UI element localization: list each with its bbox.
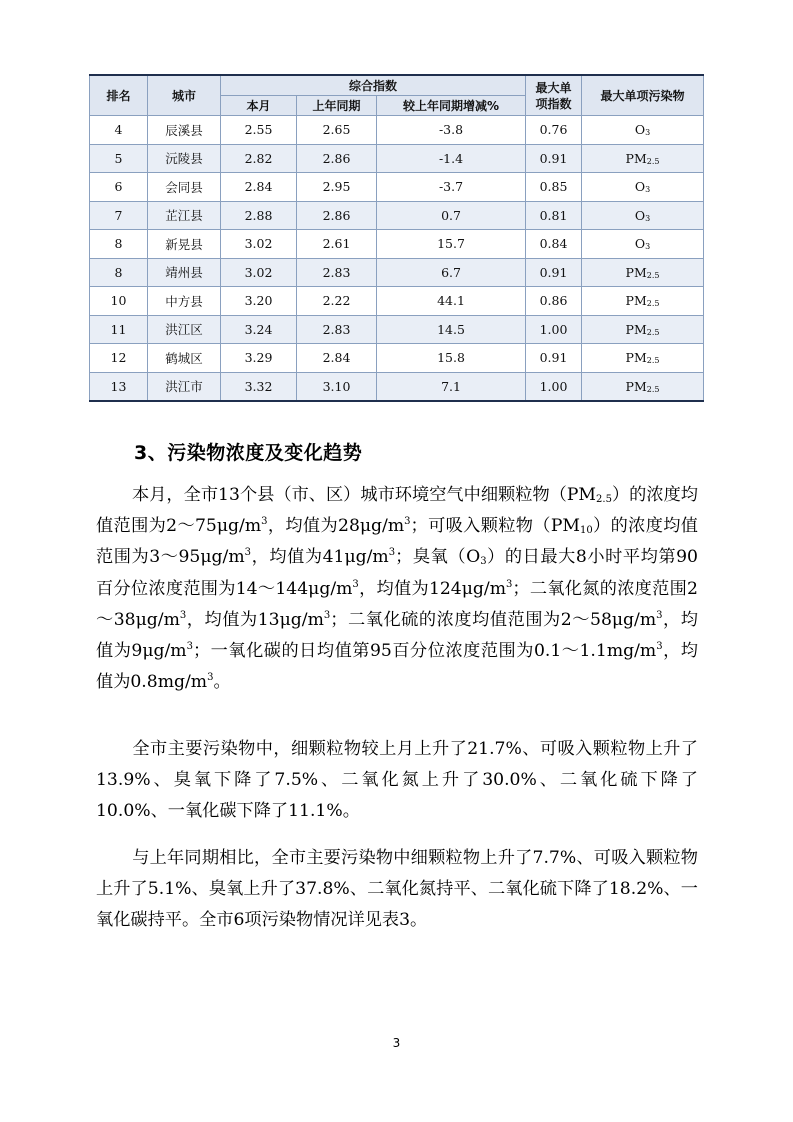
- cell-max-single-index: 1.00: [526, 372, 582, 401]
- table-row: [90, 258, 704, 287]
- cell-city: 洪江市: [148, 372, 221, 401]
- paragraph-year-change: [96, 843, 698, 937]
- cell-max-pollutant: [582, 258, 704, 287]
- cell-rank: 10: [90, 287, 148, 316]
- cell-city: 辰溪县: [148, 116, 221, 145]
- cell-change-pct: -3.7: [377, 173, 526, 202]
- header-city: 城市: [148, 75, 221, 116]
- cell-rank: 6: [90, 173, 148, 202]
- cell-max-single-index: 0.91: [526, 344, 582, 373]
- subscript-text: 10: [580, 525, 593, 537]
- cell-change-pct: 6.7: [377, 258, 526, 287]
- cell-max-pollutant: [582, 201, 704, 230]
- table-row: [90, 116, 704, 145]
- superscript-text: 3: [506, 578, 513, 590]
- pollutant-symbol: PM: [625, 293, 647, 309]
- cell-change-pct: 44.1: [377, 287, 526, 316]
- cell-city: 靖州县: [148, 258, 221, 287]
- cell-current-month: 2.84: [221, 173, 297, 202]
- paragraph-concentration-text: [96, 485, 698, 692]
- cell-max-single-index: 0.84: [526, 230, 582, 259]
- cell-current-month: 3.29: [221, 344, 297, 373]
- cell-max-single-index: 0.81: [526, 201, 582, 230]
- superscript-text: 3: [207, 672, 214, 684]
- cell-change-pct: 14.5: [377, 315, 526, 344]
- header-change-pct: 较上年同期增减%: [377, 96, 526, 116]
- cell-city: 鹤城区: [148, 344, 221, 373]
- cell-same-period-last-year: 2.84: [297, 344, 377, 373]
- text-segment: ；一氧化碳的日均值第95百分位浓度范围为0.1～1.1mg/m: [192, 641, 657, 662]
- cell-current-month: 3.20: [221, 287, 297, 316]
- text-segment: ；二氧化氮的浓度范围2～38μg/m: [96, 578, 698, 630]
- cell-current-month: 3.24: [221, 315, 297, 344]
- cell-same-period-last-year: 2.61: [297, 230, 377, 259]
- header-current-month: 本月: [221, 96, 297, 116]
- header-same-period-last-year: 上年同期: [297, 96, 377, 116]
- cell-change-pct: 7.1: [377, 372, 526, 401]
- paragraph-month-change: [96, 734, 698, 828]
- pollutant-symbol: PM: [625, 264, 647, 280]
- cell-max-single-index: 0.76: [526, 116, 582, 145]
- table-row: [90, 315, 704, 344]
- section-title: 3、污染物浓度及变化趋势: [134, 442, 363, 464]
- text-segment: 。: [213, 672, 231, 693]
- cell-current-month: 3.02: [221, 230, 297, 259]
- cell-same-period-last-year: 2.83: [297, 315, 377, 344]
- cell-rank: 8: [90, 230, 148, 259]
- cell-current-month: 2.88: [221, 201, 297, 230]
- text-segment: ；臭氧（O: [395, 547, 481, 568]
- ranking-table-body: [90, 116, 704, 402]
- table-row: [90, 287, 704, 316]
- pollutant-symbol: PM: [625, 350, 647, 366]
- text-segment: ）的日最大8小时平均第90百分位浓度范围为14～144μg/m: [96, 547, 698, 599]
- cell-rank: 13: [90, 372, 148, 401]
- pollutant-subscript: 3: [645, 242, 651, 252]
- table-row: [90, 173, 704, 202]
- pollutant-subscript: 3: [645, 213, 651, 223]
- pollutant-symbol: O: [634, 236, 646, 252]
- pollutant-symbol: O: [634, 207, 646, 223]
- header-rank: 排名: [90, 75, 148, 116]
- cell-change-pct: -1.4: [377, 144, 526, 173]
- superscript-text: 3: [404, 516, 411, 528]
- cell-city: 沅陵县: [148, 144, 221, 173]
- cell-rank: 5: [90, 144, 148, 173]
- cell-current-month: 3.02: [221, 258, 297, 287]
- superscript-text: 3: [656, 641, 663, 653]
- cell-max-pollutant: [582, 116, 704, 145]
- pollutant-symbol: O: [634, 122, 646, 138]
- subscript-text: 3: [480, 556, 487, 568]
- cell-rank: 7: [90, 201, 148, 230]
- cell-change-pct: 15.7: [377, 230, 526, 259]
- text-segment: ，均值为13μg/m: [186, 609, 324, 630]
- cell-max-single-index: 0.91: [526, 258, 582, 287]
- cell-rank: 11: [90, 315, 148, 344]
- cell-rank: 4: [90, 116, 148, 145]
- text-segment: ，均值为41μg/m: [251, 547, 389, 568]
- cell-max-pollutant: [582, 144, 704, 173]
- cell-rank: 12: [90, 344, 148, 373]
- cell-city: 芷江县: [148, 201, 221, 230]
- table-row: [90, 144, 704, 173]
- superscript-text: 3: [261, 516, 268, 528]
- text-segment: ；二氧化硫的浓度均值范围为2～58μg/m: [330, 609, 657, 630]
- ranking-table: [89, 74, 704, 402]
- cell-max-single-index: 1.00: [526, 315, 582, 344]
- cell-city: 洪江区: [148, 315, 221, 344]
- pollutant-subscript: 3: [645, 185, 651, 195]
- pollutant-subscript: 2.5: [646, 327, 660, 337]
- cell-city: 中方县: [148, 287, 221, 316]
- pollutant-subscript: 2.5: [646, 156, 660, 166]
- cell-same-period-last-year: 2.22: [297, 287, 377, 316]
- header-max-single-index: [526, 75, 582, 116]
- pollutant-symbol: PM: [625, 321, 647, 337]
- cell-max-single-index: 0.85: [526, 173, 582, 202]
- superscript-text: 3: [656, 609, 663, 621]
- pollutant-subscript: 2.5: [646, 299, 660, 309]
- text-segment: ，均值为124μg/m: [358, 578, 507, 599]
- cell-city: 会同县: [148, 173, 221, 202]
- ranking-table-container: [89, 74, 703, 402]
- superscript-text: 3: [179, 609, 187, 621]
- table-row: [90, 201, 704, 230]
- pollutant-subscript: 2.5: [646, 356, 660, 366]
- paragraph-month-change-text: 全市主要污染物中，细颗粒物较上月上升了21.7%、可吸入颗粒物上升了13.9%、臭氧下降了7.5%、二氧化氮上升了30.0%、二氧化硫下降了10.0%、一氧化碳下降了11.1%。: [96, 739, 698, 822]
- cell-same-period-last-year: 3.10: [297, 372, 377, 401]
- cell-max-single-index: 0.91: [526, 144, 582, 173]
- cell-max-single-index: 0.86: [526, 287, 582, 316]
- superscript-text: 3: [388, 547, 396, 559]
- text-segment: ，均值为0.8mg/m: [96, 641, 698, 693]
- cell-max-pollutant: [582, 372, 704, 401]
- cell-max-pollutant: [582, 173, 704, 202]
- cell-same-period-last-year: 2.83: [297, 258, 377, 287]
- cell-same-period-last-year: 2.86: [297, 144, 377, 173]
- text-segment: ，均值为9μg/m: [96, 609, 698, 662]
- paragraph-year-change-text: 与上年同期相比，全市主要污染物中细颗粒物上升了7.7%、可吸入颗粒物上升了5.1%、臭氧上升了37.8%、二氧化氮持平、二氧化硫下降了18.2%、一氧化碳持平。全市6项污染物情况详见表3。: [96, 848, 698, 931]
- pollutant-subscript: 3: [645, 128, 651, 138]
- table-row: [90, 372, 704, 401]
- table-row: [90, 344, 704, 373]
- cell-same-period-last-year: 2.65: [297, 116, 377, 145]
- pollutant-subscript: 2.5: [646, 270, 660, 280]
- text-segment: ）的浓度均值范围为2～75μg/m: [96, 485, 698, 537]
- cell-current-month: 2.82: [221, 144, 297, 173]
- text-segment: ，均值为28μg/m: [267, 516, 405, 537]
- pollutant-symbol: PM: [625, 150, 647, 166]
- subscript-text: 2.5: [596, 494, 612, 505]
- superscript-text: 3: [352, 578, 359, 590]
- superscript-text: 3: [186, 641, 193, 653]
- cell-current-month: 3.32: [221, 372, 297, 401]
- header-max-pollutant: 最大单项污染物: [582, 75, 704, 116]
- header-max-single-index-line1: 最大单: [535, 80, 572, 95]
- paragraph-concentration: [96, 480, 698, 698]
- pollutant-symbol: PM: [625, 378, 647, 394]
- header-max-single-index-line2: 项指数: [535, 96, 572, 111]
- cell-city: 新晃县: [148, 230, 221, 259]
- cell-same-period-last-year: 2.86: [297, 201, 377, 230]
- pollutant-subscript: 2.5: [646, 384, 660, 394]
- text-segment: 本月，全市13个县（市、区）城市环境空气中细颗粒物（PM: [132, 485, 597, 505]
- cell-max-pollutant: [582, 287, 704, 316]
- text-segment: ）的浓度均值范围为3～95μg/m: [96, 516, 698, 568]
- cell-current-month: 2.55: [221, 116, 297, 145]
- cell-max-pollutant: [582, 315, 704, 344]
- page-number: 3: [392, 1036, 401, 1050]
- cell-max-pollutant: [582, 230, 704, 259]
- cell-max-pollutant: [582, 344, 704, 373]
- pollutant-symbol: O: [634, 179, 646, 195]
- cell-change-pct: 0.7: [377, 201, 526, 230]
- cell-change-pct: -3.8: [377, 116, 526, 145]
- table-row: [90, 230, 704, 259]
- header-composite-index: 综合指数: [221, 75, 526, 96]
- superscript-text: 3: [323, 609, 331, 621]
- text-segment: ；可吸入颗粒物（PM: [410, 516, 581, 537]
- cell-same-period-last-year: 2.95: [297, 173, 377, 202]
- cell-change-pct: 15.8: [377, 344, 526, 373]
- superscript-text: 3: [244, 547, 252, 559]
- cell-rank: 8: [90, 258, 148, 287]
